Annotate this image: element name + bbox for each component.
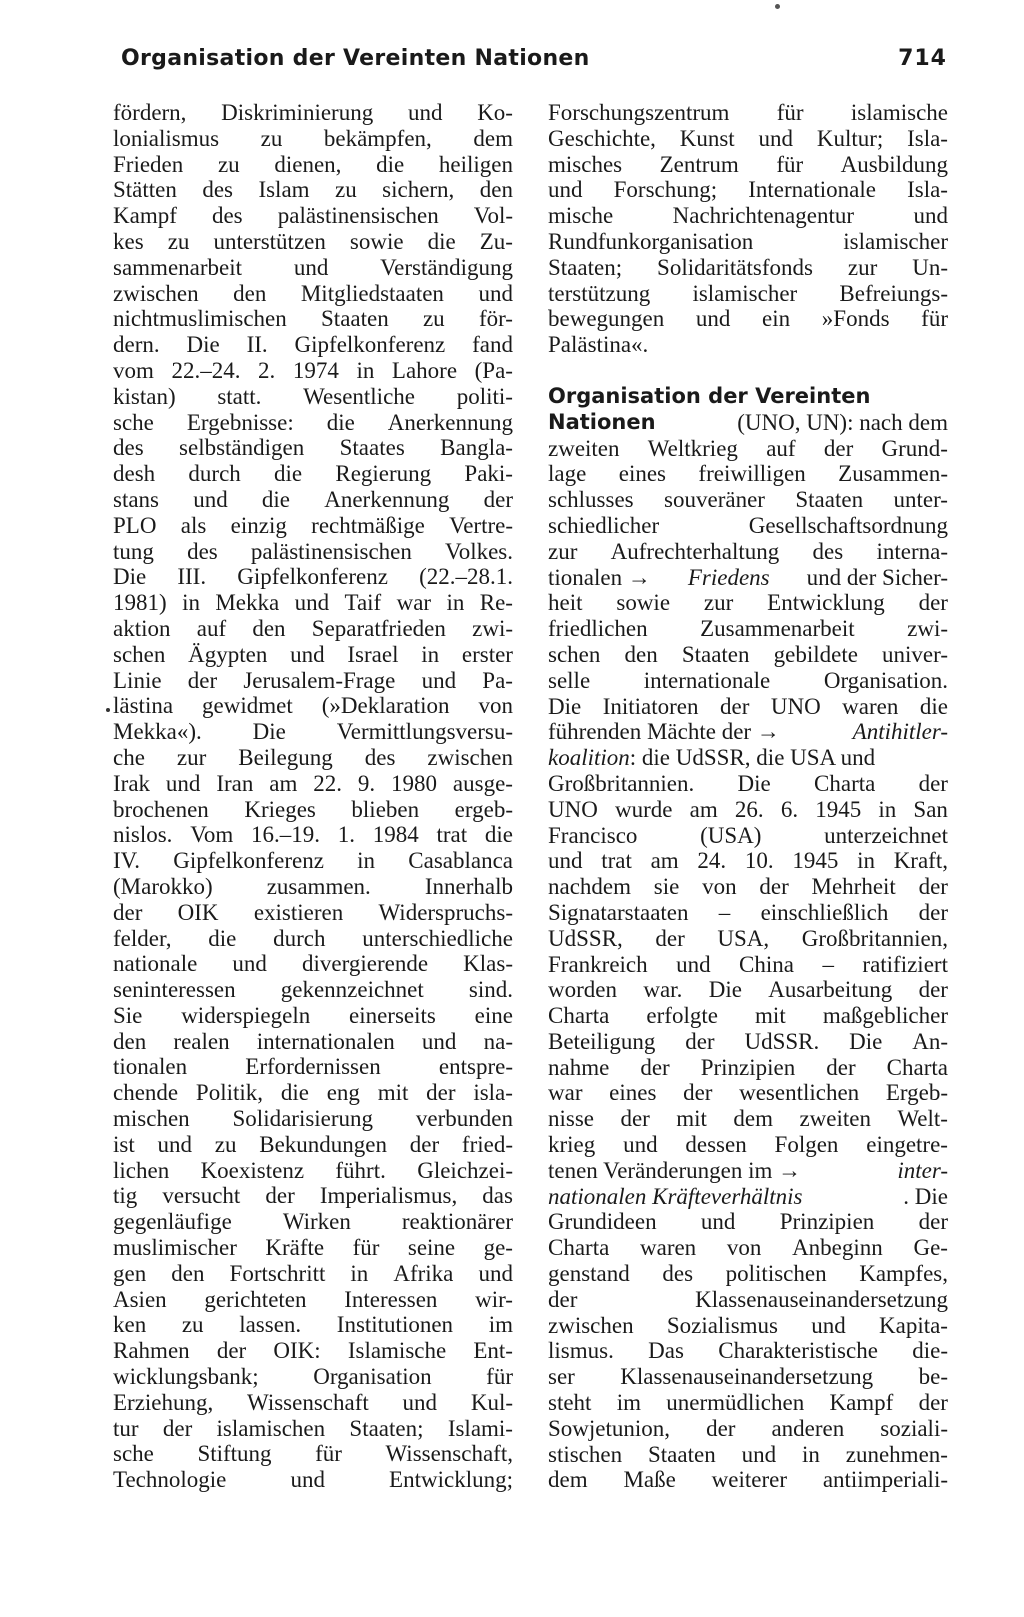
text-line bbox=[548, 1080, 948, 1106]
line-text: Francisco (USA) unterzeichnet bbox=[548, 822, 948, 848]
text-line bbox=[113, 126, 513, 152]
line-text: brochenen Krieges blieben ergeb- bbox=[113, 796, 513, 822]
line-text: und trat am 24. 10. 1945 in Kraft, bbox=[548, 848, 948, 874]
entry-organisation-der-vereinten-nationen bbox=[548, 384, 948, 1493]
text-line bbox=[113, 255, 513, 281]
line-text: Signatarstaaten – einschließlich der bbox=[548, 899, 948, 925]
line-text: Die Initiatoren der UNO waren die bbox=[548, 693, 948, 719]
text-line bbox=[548, 384, 948, 410]
line-text: wicklungsbank; Organisation für bbox=[113, 1364, 513, 1390]
text-line bbox=[548, 177, 948, 203]
print-speck bbox=[775, 4, 780, 9]
line-text: lästina gewidmet (»Deklaration von bbox=[113, 693, 513, 719]
line-text: den realen internationalen und na- bbox=[113, 1028, 513, 1054]
text-line bbox=[113, 1364, 513, 1390]
line-text: (Marokko) zusammen. Innerhalb bbox=[113, 873, 513, 899]
text-line bbox=[548, 203, 948, 229]
text-block bbox=[548, 590, 948, 719]
line-text: Palästina«. bbox=[548, 332, 649, 358]
text-line bbox=[548, 1184, 948, 1210]
line-text: vom 22.–24. 2. 1974 in Lahore (Pa- bbox=[113, 357, 513, 383]
line-text: kistan) statt. Wesentliche politi- bbox=[113, 383, 513, 409]
text-line bbox=[548, 229, 948, 255]
line-text: nislos. Vom 16.–19. 1. 1984 trat die bbox=[113, 822, 513, 848]
text-line bbox=[548, 332, 948, 358]
line-text: dern. Die II. Gipfelkonferenz fand bbox=[113, 332, 513, 358]
text-line bbox=[548, 513, 948, 539]
line-text: 1981) in Mekka und Taif war in Re- bbox=[113, 590, 513, 616]
line-text: friedlichen Zusammenarbeit zwi- bbox=[548, 616, 948, 642]
line-text: tig versucht der Imperialismus, das bbox=[113, 1183, 513, 1209]
text-line bbox=[548, 745, 948, 771]
text-line bbox=[548, 436, 948, 462]
running-title: Organisation der Vereinten Nationen bbox=[121, 46, 590, 71]
line-text: heit sowie zur Entwicklung der bbox=[548, 590, 948, 616]
text-line bbox=[113, 745, 513, 771]
text-line bbox=[113, 1106, 513, 1132]
line-text: fördern, Diskriminierung und Ko- bbox=[113, 100, 513, 125]
text-line bbox=[113, 564, 513, 590]
text-line bbox=[113, 874, 513, 900]
text-line bbox=[548, 1416, 948, 1442]
line-rest: (UNO, UN): nach dem bbox=[737, 409, 948, 435]
line-text: Großbritannien. Die Charta der bbox=[548, 770, 948, 796]
line-text: steht im unermüdlichen Kampf der bbox=[548, 1390, 948, 1416]
text-line bbox=[113, 1003, 513, 1029]
text-line bbox=[113, 1209, 513, 1235]
text-line bbox=[548, 100, 948, 126]
text-line bbox=[113, 306, 513, 332]
text-line bbox=[113, 926, 513, 952]
line-text: aktion auf den Separatfrieden zwi- bbox=[113, 615, 513, 641]
text-line bbox=[548, 874, 948, 900]
text-line bbox=[548, 952, 948, 978]
text-line bbox=[113, 977, 513, 1003]
text-line bbox=[548, 1132, 948, 1158]
line-text: worden war. Die Ausarbeitung der bbox=[548, 977, 948, 1003]
text-line bbox=[548, 1209, 948, 1235]
line-text: ist und zu Bekundungen der fried- bbox=[113, 1131, 513, 1157]
text-line bbox=[548, 1338, 948, 1364]
line-text: ser Klassenauseinandersetzung be- bbox=[548, 1364, 948, 1390]
line-text: Technologie und Entwicklung; bbox=[113, 1467, 513, 1493]
text-line bbox=[548, 1158, 948, 1184]
line-text: desh durch die Regierung Paki- bbox=[113, 461, 513, 487]
text-line bbox=[113, 281, 513, 307]
line-text: sammenarbeit und Verständigung bbox=[113, 254, 513, 280]
line-text: Sie widerspiegeln einerseits eine bbox=[113, 1002, 513, 1028]
text-line bbox=[113, 1287, 513, 1313]
line-text: IV. Gipfelkonferenz in Casablanca bbox=[113, 848, 513, 874]
left-column bbox=[113, 100, 513, 1493]
line-text: PLO als einzig rechtmäßige Vertre- bbox=[113, 512, 513, 538]
text-line bbox=[548, 1364, 948, 1390]
text-line bbox=[113, 1235, 513, 1261]
text-line bbox=[548, 487, 948, 513]
text-line bbox=[548, 823, 948, 849]
continued-text bbox=[548, 100, 948, 358]
text-line bbox=[113, 951, 513, 977]
line-text: des selbständigen Staates Bangla- bbox=[113, 435, 513, 461]
text-line bbox=[548, 797, 948, 823]
line-text: tur der islamischen Staaten; Islami- bbox=[113, 1415, 513, 1441]
line-text: selle internationale Organisation. bbox=[548, 667, 948, 693]
line-text: nahme der Prinzipien der Charta bbox=[548, 1054, 948, 1080]
line-text: UdSSR, der USA, Großbritannien, bbox=[548, 925, 948, 951]
text-line bbox=[113, 1054, 513, 1080]
line-text: Kampf des palästinensischen Vol- bbox=[113, 203, 513, 229]
running-head bbox=[121, 46, 947, 80]
line-text: lonialismus zu bekämpfen, dem bbox=[113, 125, 513, 151]
line-text: Frankreich und China – ratifiziert bbox=[548, 951, 948, 977]
line-text: tung des palästinensischen Volkes. bbox=[113, 538, 513, 564]
text-line bbox=[113, 1416, 513, 1442]
line-text: mischen Solidarisierung verbunden bbox=[113, 1106, 513, 1132]
text-block bbox=[548, 1209, 948, 1493]
line-text: Asien gerichteten Interessen wir- bbox=[113, 1286, 513, 1312]
text-line bbox=[113, 822, 513, 848]
line-segment: tenen Veränderungen im → bbox=[548, 1157, 802, 1183]
text-line bbox=[113, 539, 513, 565]
line-text: bewegungen und ein »Fonds für bbox=[548, 306, 948, 332]
cross-reference-antihitlerkoalition[interactable]: koalition bbox=[548, 745, 630, 771]
text-line bbox=[113, 771, 513, 797]
line-text: Die III. Gipfelkonferenz (22.–28.1. bbox=[113, 564, 513, 590]
text-line bbox=[548, 410, 948, 436]
line-text: lismus. Das Charakteristische die- bbox=[548, 1338, 948, 1364]
text-line bbox=[113, 152, 513, 178]
text-line bbox=[548, 642, 948, 668]
line-text: UNO wurde am 26. 6. 1945 in San bbox=[548, 796, 948, 822]
line-text: Geschichte, Kunst und Kultur; Isla- bbox=[548, 125, 948, 151]
line-text: Rundfunkorganisation islamischer bbox=[548, 228, 948, 254]
text-line bbox=[548, 926, 948, 952]
line-segment: : die UdSSR, die USA und bbox=[629, 745, 876, 771]
text-line bbox=[548, 281, 948, 307]
text-line bbox=[548, 719, 948, 745]
line-text: nachdem sie von der Mehrheit der bbox=[548, 874, 948, 900]
text-line bbox=[113, 1338, 513, 1364]
text-line bbox=[548, 977, 948, 1003]
text-line bbox=[113, 1132, 513, 1158]
text-line bbox=[113, 384, 513, 410]
text-line bbox=[548, 848, 948, 874]
line-text: nisse der mit dem zweiten Welt- bbox=[548, 1106, 948, 1132]
text-line bbox=[548, 1003, 948, 1029]
line-text: tionalen Erfordernissen entspre- bbox=[113, 1054, 513, 1080]
text-line bbox=[113, 332, 513, 358]
text-line bbox=[113, 590, 513, 616]
entry-separator bbox=[548, 358, 948, 384]
text-line bbox=[113, 1390, 513, 1416]
line-text: Beteiligung der UdSSR. Die An- bbox=[548, 1028, 948, 1054]
line-text: schiedlicher Gesellschaftsordnung bbox=[548, 512, 948, 538]
text-line bbox=[113, 900, 513, 926]
line-segment: und der Sicher- bbox=[806, 564, 948, 590]
text-line bbox=[113, 1467, 513, 1493]
line-text: nichtmuslimischen Staaten zu för- bbox=[113, 306, 513, 332]
line-text: misches Zentrum für Ausbildung bbox=[548, 151, 948, 177]
text-line bbox=[113, 358, 513, 384]
line-text: zweiten Weltkrieg auf der Grund- bbox=[548, 435, 948, 461]
text-line bbox=[548, 1313, 948, 1339]
line-text: Stätten des Islam zu sichern, den bbox=[113, 177, 513, 203]
line-text: schen den Staaten gebildete univer- bbox=[548, 641, 948, 667]
text-line bbox=[113, 100, 513, 126]
line-text: Charta waren von Anbeginn Ge- bbox=[548, 1235, 948, 1261]
line-text: war eines der wesentlichen Ergeb- bbox=[548, 1080, 948, 1106]
text-line bbox=[113, 797, 513, 823]
line-text: genstand des politischen Kampfes, bbox=[548, 1261, 948, 1287]
cross-reference-internationales-kraefteverhaeltnis[interactable]: inter- bbox=[897, 1157, 948, 1183]
text-line bbox=[113, 203, 513, 229]
line-text: der Klassenauseinandersetzung bbox=[548, 1286, 948, 1312]
text-line bbox=[113, 719, 513, 745]
line-text: gen den Fortschritt in Afrika und bbox=[113, 1260, 513, 1286]
line-text: Sowjetunion, der anderen soziali- bbox=[548, 1415, 948, 1441]
line-text: terstützung islamischer Befreiungs- bbox=[548, 280, 948, 306]
line-text: chende Politik, die eng mit der isla- bbox=[113, 1080, 513, 1106]
text-line bbox=[548, 461, 948, 487]
text-line bbox=[113, 229, 513, 255]
line-text: schlusses souveräner Staaten unter- bbox=[548, 487, 948, 513]
line-text: dem Maße weiterer antiimperiali- bbox=[548, 1467, 948, 1493]
text-line bbox=[548, 1287, 948, 1313]
page-number: 714 bbox=[898, 46, 947, 71]
text-line bbox=[548, 1106, 948, 1132]
line-text: gegenläufige Wirken reaktionärer bbox=[113, 1209, 513, 1235]
text-line bbox=[548, 306, 948, 332]
line-text: lage eines freiwilligen Zusammen- bbox=[548, 461, 948, 487]
cross-reference-antihitlerkoalition[interactable]: Antihitler- bbox=[852, 719, 948, 745]
text-line bbox=[548, 900, 948, 926]
text-line bbox=[113, 461, 513, 487]
line-text: stischen Staaten und in zunehmen- bbox=[548, 1441, 948, 1467]
line-text: seninteressen gekennzeichnet sind. bbox=[113, 977, 513, 1003]
text-line bbox=[113, 513, 513, 539]
line-text: Irak und Iran am 22. 9. 1980 ausge- bbox=[113, 770, 513, 796]
text-line bbox=[548, 1029, 948, 1055]
right-column bbox=[548, 100, 948, 1493]
text-line bbox=[548, 1467, 948, 1493]
text-line bbox=[548, 616, 948, 642]
text-line bbox=[113, 693, 513, 719]
line-text: Mekka«). Die Vermittlungsversu- bbox=[113, 719, 513, 745]
line-text: felder, die durch unterschiedliche bbox=[113, 925, 513, 951]
line-text: Forschungszentrum für islamische bbox=[548, 100, 948, 125]
line-segment: führenden Mächte der → bbox=[548, 719, 780, 745]
text-line bbox=[113, 410, 513, 436]
text-line bbox=[548, 255, 948, 281]
text-line bbox=[113, 642, 513, 668]
text-line bbox=[548, 668, 948, 694]
line-text: krieg und dessen Folgen eingetre- bbox=[548, 1132, 948, 1158]
cross-reference-friedens[interactable]: Friedens bbox=[687, 564, 770, 590]
text-line bbox=[548, 152, 948, 178]
line-text: Charta erfolgte mit maßgeblicher bbox=[548, 1003, 948, 1029]
text-line bbox=[548, 126, 948, 152]
text-block bbox=[548, 436, 948, 565]
line-text: der OIK existieren Widerspruchs- bbox=[113, 899, 513, 925]
text-line bbox=[113, 487, 513, 513]
text-line bbox=[548, 1261, 948, 1287]
text-block bbox=[548, 771, 948, 1158]
text-line bbox=[113, 1029, 513, 1055]
line-text: ken zu lassen. Institutionen im bbox=[113, 1312, 513, 1338]
line-text: Frieden zu dienen, die heiligen bbox=[113, 151, 513, 177]
headword-end: Nationen bbox=[548, 409, 656, 434]
text-line bbox=[113, 1080, 513, 1106]
text-line bbox=[113, 616, 513, 642]
text-line bbox=[548, 1390, 948, 1416]
line-text: muslimischer Kräfte für seine ge- bbox=[113, 1235, 513, 1261]
text-line bbox=[113, 1312, 513, 1338]
text-line bbox=[548, 539, 948, 565]
text-line bbox=[548, 590, 948, 616]
line-text: nationale und divergierende Klas- bbox=[113, 951, 513, 977]
cross-reference-internationales-kraefteverhaeltnis[interactable]: nationalen Kräfteverhältnis bbox=[548, 1183, 803, 1209]
text-line bbox=[113, 1183, 513, 1209]
text-line bbox=[548, 1235, 948, 1261]
text-line bbox=[113, 177, 513, 203]
line-text: lichen Koexistenz führt. Gleichzei- bbox=[113, 1157, 513, 1183]
text-line bbox=[113, 848, 513, 874]
text-line bbox=[548, 565, 948, 591]
text-line bbox=[548, 771, 948, 797]
line-segment: . Die bbox=[903, 1183, 948, 1209]
text-line bbox=[548, 694, 948, 720]
line-text: stans und die Anerkennung der bbox=[113, 486, 513, 512]
line-text: Grundideen und Prinzipien der bbox=[548, 1209, 948, 1235]
text-line bbox=[113, 668, 513, 694]
text-line bbox=[548, 1442, 948, 1468]
print-speck bbox=[106, 708, 110, 712]
line-text: zur Aufrechterhaltung des interna- bbox=[548, 538, 948, 564]
text-line bbox=[113, 1158, 513, 1184]
line-text: Rahmen der OIK: Islamische Ent- bbox=[113, 1338, 513, 1364]
text-line bbox=[113, 435, 513, 461]
line-text: mische Nachrichtenagentur und bbox=[548, 203, 948, 229]
line-text: sche Stiftung für Wissenschaft, bbox=[113, 1441, 513, 1467]
line-text: Staaten; Solidaritätsfonds zur Un- bbox=[548, 254, 948, 280]
line-text: kes zu unterstützen sowie die Zu- bbox=[113, 228, 513, 254]
line-segment: tionalen → bbox=[548, 564, 651, 590]
headword: Organisation der Vereinten bbox=[548, 383, 871, 408]
line-text: Linie der Jerusalem-Frage und Pa- bbox=[113, 667, 513, 693]
line-text: zwischen Sozialismus und Kapita- bbox=[548, 1312, 948, 1338]
line-text: sche Ergebnisse: die Anerkennung bbox=[113, 409, 513, 435]
line-text: zwischen den Mitgliedstaaten und bbox=[113, 280, 513, 306]
line-text: schen Ägypten und Israel in erster bbox=[113, 641, 513, 667]
text-line bbox=[548, 1055, 948, 1081]
line-text: Erziehung, Wissenschaft und Kul- bbox=[113, 1389, 513, 1415]
text-line bbox=[113, 1441, 513, 1467]
line-text: che zur Beilegung des zwischen bbox=[113, 744, 513, 770]
text-line bbox=[113, 1261, 513, 1287]
line-text: und Forschung; Internationale Isla- bbox=[548, 177, 948, 203]
